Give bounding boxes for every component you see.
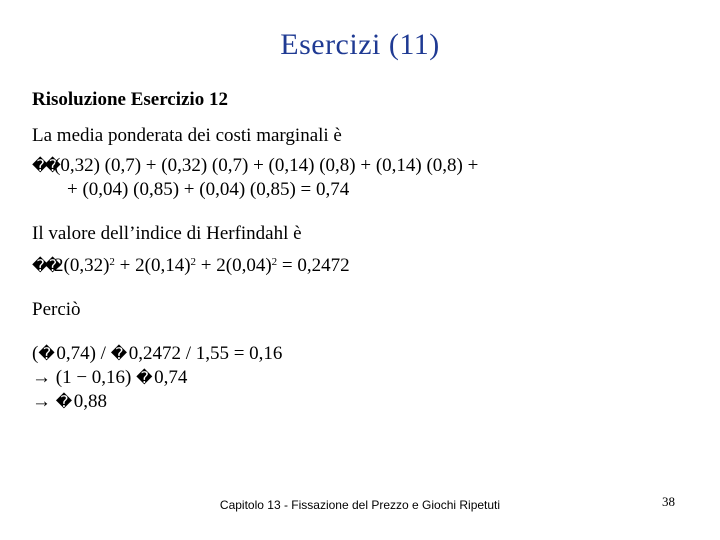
equation-weighted-average-line2: + (0,04) (0,85) + (0,04) (0,85) = 0,74 [67,179,350,200]
eq-part: → [32,391,56,412]
result-line-3 [32,390,692,414]
equation-herfindahl [32,254,692,278]
eq-part: ( [32,343,39,364]
slide-footer: Capitolo 13 - Fissazione del Prezzo e Giochi Ripetuti [219,498,501,512]
intro-weighted-average: La media ponderata dei costi marginali è [32,125,342,146]
slide-title: Esercizi (11) [280,28,440,61]
result-line-2 [32,366,692,390]
slide-body [32,88,692,414]
intro-herfindahl: Il valore dell’indice di Herfindahl è [32,223,302,244]
page-number: 38 [662,494,675,509]
missing-symbol-glyph: �� [32,256,57,275]
eq-part: → (1 − 0,16) [32,367,137,388]
eq-part: + 2(0,04) [196,255,272,276]
equation-text: (0,32) (0,7) + (0,32) (0,7) + (0,14) (0,8) + (0,14) (0,8) + [54,155,479,176]
eq-part: 0,2472 / 1,55 = 0,16 [128,343,283,364]
missing-symbol-glyph: � [38,344,51,363]
eq-part: 0,74) / [56,343,111,364]
missing-symbol-glyph: � [136,368,149,387]
eq-part: 0,74 [154,367,188,388]
eq-part: 0,88 [73,391,107,412]
equation-weighted-average-line1 [32,154,692,178]
missing-symbol-glyph: � [55,392,69,411]
exponent: 2 [109,256,115,268]
missing-symbol-glyph: �� [32,156,57,175]
exponent: 2 [190,256,197,268]
eq-part: 2(0,32) [54,255,110,276]
exercise-heading: Risoluzione Esercizio 12 [32,89,228,110]
result-line-1 [32,342,692,366]
exponent: 2 [271,256,278,268]
eq-part: = 0,2472 [277,255,350,276]
missing-symbol-glyph: � [110,344,124,363]
perciò-label: Perciò [32,299,81,320]
eq-part: + 2(0,14) [114,255,191,276]
